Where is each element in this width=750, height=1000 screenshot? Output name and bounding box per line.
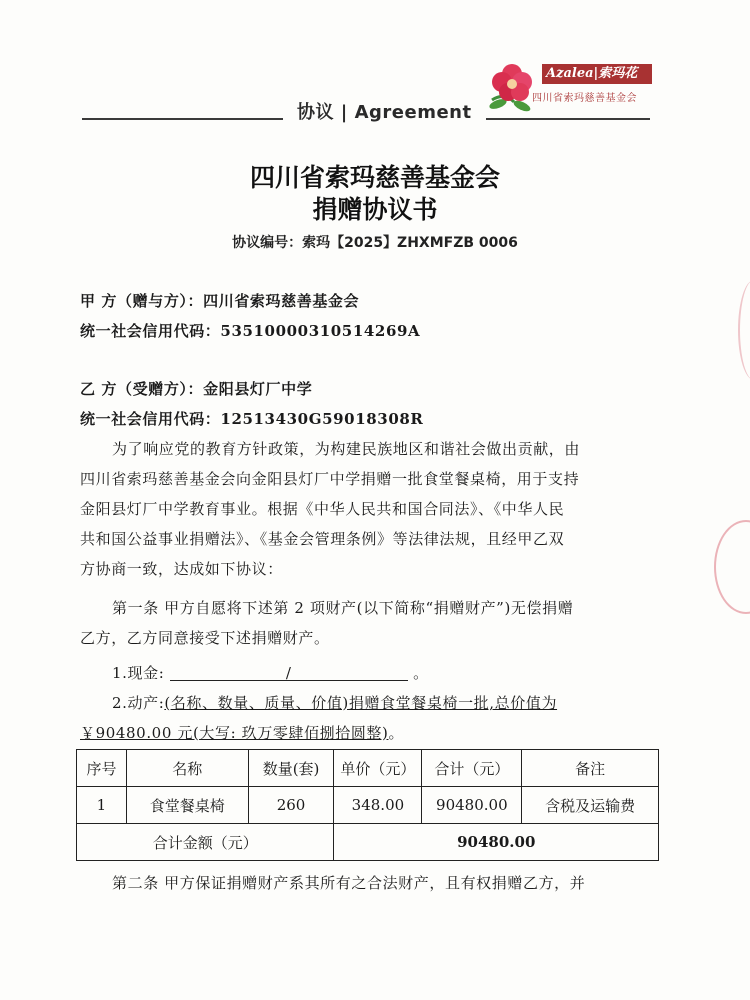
total-label: 合计金额（元） <box>77 824 334 861</box>
seal-edge-mark <box>714 520 750 614</box>
table-total-row <box>77 824 659 861</box>
azalea-logo <box>484 52 654 114</box>
table-header-cell: 备注 <box>522 750 659 787</box>
intro-line-1: 为了响应党的教育方针政策，为构建民族地区和谐社会做出贡献，由 <box>112 440 581 458</box>
article-1-line-2: 乙方，乙方同意接受下述捐赠财产。 <box>80 629 330 647</box>
goods-label: 2.动产: <box>112 694 165 712</box>
total-value: 90480.00 <box>334 824 659 861</box>
table-cell: 348.00 <box>334 787 422 824</box>
goods-end: 。 <box>388 724 405 742</box>
table-header-cell: 数量(套) <box>248 750 334 787</box>
table-cell: 1 <box>77 787 127 824</box>
table-header-cell: 名称 <box>126 750 248 787</box>
intro-line-4: 共和国公益事业捐赠法》、《基金会管理条例》等法律法规，且经甲乙双 <box>80 530 565 548</box>
goods-row-2 <box>80 722 404 743</box>
table-header-cell: 序号 <box>77 750 127 787</box>
party-b: 乙 方（受赠方）：金阳县灯厂中学 <box>80 380 313 398</box>
table-cell: 90480.00 <box>422 787 522 824</box>
party-a-credit-code: 统一社会信用代码：53510000310514269A <box>80 322 421 340</box>
party-a: 甲 方（赠与方）：四川省索玛慈善基金会 <box>80 292 360 310</box>
table-header-cell: 合计（元） <box>422 750 522 787</box>
donation-table <box>76 749 659 861</box>
article-2-line-1: 第二条 甲方保证捐赠财产系其所有之合法财产，且有权捐赠乙方，并 <box>112 874 586 892</box>
header-label: 协议 | Agreement <box>283 98 486 124</box>
logo-subtitle: 四川省索玛慈善基金会 <box>532 93 637 104</box>
agreement-number: 协议编号：索玛【2025】ZHXMFZB 0006 <box>232 235 518 251</box>
cash-end: 。 <box>413 664 429 682</box>
intro-line-2: 四川省索玛慈善基金会向金阳县灯厂中学捐赠一批食堂餐桌椅，用于支持 <box>80 470 580 488</box>
intro-line-5: 方协商一致，达成如下协议： <box>80 560 283 578</box>
azalea-flower-icon <box>484 52 544 114</box>
table-cell: 食堂餐桌椅 <box>126 787 248 824</box>
table-cell: 260 <box>248 787 334 824</box>
table-header-cell: 单价（元） <box>334 750 422 787</box>
cash-label: 1.现金: <box>112 664 165 682</box>
table-cell: 含税及运输费 <box>522 787 659 824</box>
goods-description: (名称、数量、质量、价值)捐赠食堂餐桌椅一批,总价值为 <box>164 694 558 712</box>
table-header-row <box>77 750 659 787</box>
goods-row <box>112 692 557 713</box>
party-b-credit-code: 统一社会信用代码：12513430G59018308R <box>80 410 424 428</box>
document-title: 捐赠协议书 <box>312 195 438 224</box>
cash-row <box>112 662 429 683</box>
seal-edge-mark <box>738 280 750 380</box>
table-row <box>77 787 659 824</box>
intro-line-3: 金阳县灯厂中学教育事业。根据《中华人民共和国合同法》、《中华人民 <box>80 500 565 518</box>
logo-brand-text: Azalea|索玛花 <box>542 64 652 84</box>
article-1-line-1: 第一条 甲方自愿将下述第 2 项财产(以下简称“捐赠财产”)无偿捐赠 <box>112 599 574 617</box>
document-title-org: 四川省索玛慈善基金会 <box>249 163 500 192</box>
goods-value: ￥90480.00 元(大写: 玖万零肆佰捌拾圆整) <box>80 724 389 742</box>
cash-value: / <box>170 664 408 681</box>
